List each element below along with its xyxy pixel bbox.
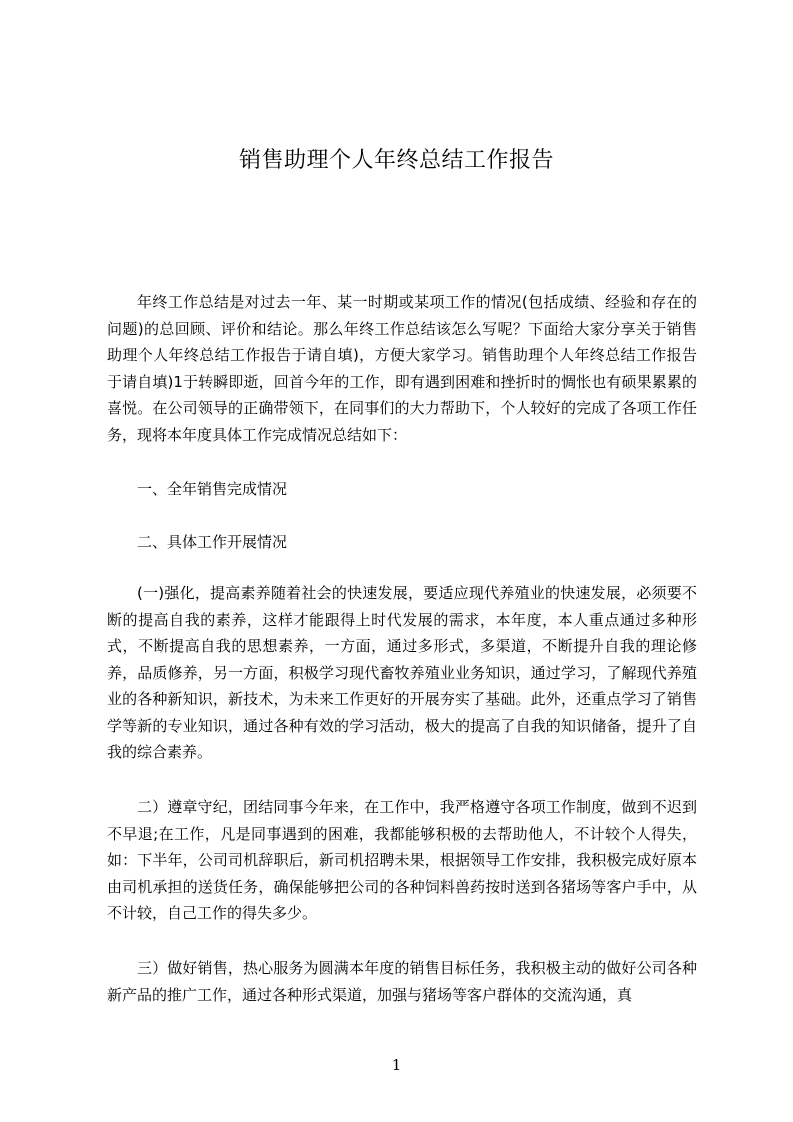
intro-paragraph: 年终工作总结是对过去一年、某一时期或某项工作的情况(包括成绩、经验和存在的问题)的总回顾、评价和结论。那么年终工作总结该怎么写呢？下面给大家分享关于销售助理个人年终总结工作报告于请自填)，方便大家学习。销售助理个人年终总结工作报告于请自填)1于转瞬即逝，回首今年的工作，即有遇到困难和挫折时的惆怅也有硕果累累的喜悦。在公司领导的正确带领下，在同事们的大力帮助下，个人较好的完成了各项工作任务，现将本年度具体工作完成情况总结如下： bbox=[107, 293, 697, 444]
document-title: 销售助理个人年终总结工作报告 bbox=[238, 148, 554, 173]
paragraph-sales-service: 三）做好销售，热心服务为圆满本年度的销售目标任务，我积极主动的做好公司各种新产品的推广工作，通过各种形式渠道，加强与猪场等客户群体的交流沟通，真 bbox=[107, 959, 697, 1004]
paragraph-strengthen-quality: (一)强化，提高素养随着社会的快速发展，要适应现代养殖业的快速发展，必须要不断的提高自我的素养，这样才能跟得上时代发展的需求，本年度，本人重点通过多种形式，不断提高自我的思想素养，一方面，通过多形式，多渠道，不断提升自我的理论修养，品质修养，另一方面，积极学习现代畜牧养殖业业务知识，通过学习，了解现代养殖业的各种新知识，新技术，为未来工作更好的开展夯实了基础。此外，还重点学习了销售学等新的专业知识，通过各种有效的学习活动，极大的提高了自我的知识储备，提升了自我的综合素养。 bbox=[107, 584, 697, 761]
page-number: 1 bbox=[391, 1056, 402, 1074]
paragraph-discipline-teamwork: 二）遵章守纪，团结同事今年来，在工作中，我严格遵守各项工作制度，做到不迟到不早退;在工作，凡是同事遇到的困难，我都能够积极的去帮助他人，不计较个人得失，如：下半年，公司司机辞职后，新司机招聘未果，根据领导工作安排，我积极完成好原本由司机承担的送货任务，确保能够把公司的各种饲料兽药按时送到各猪场等客户手中，从不计较，自己工作的得失多少。 bbox=[107, 798, 697, 922]
section-heading-work-progress: 二、具体工作开展情况 bbox=[137, 533, 288, 551]
section-heading-sales-completion: 一、全年销售完成情况 bbox=[137, 480, 288, 498]
